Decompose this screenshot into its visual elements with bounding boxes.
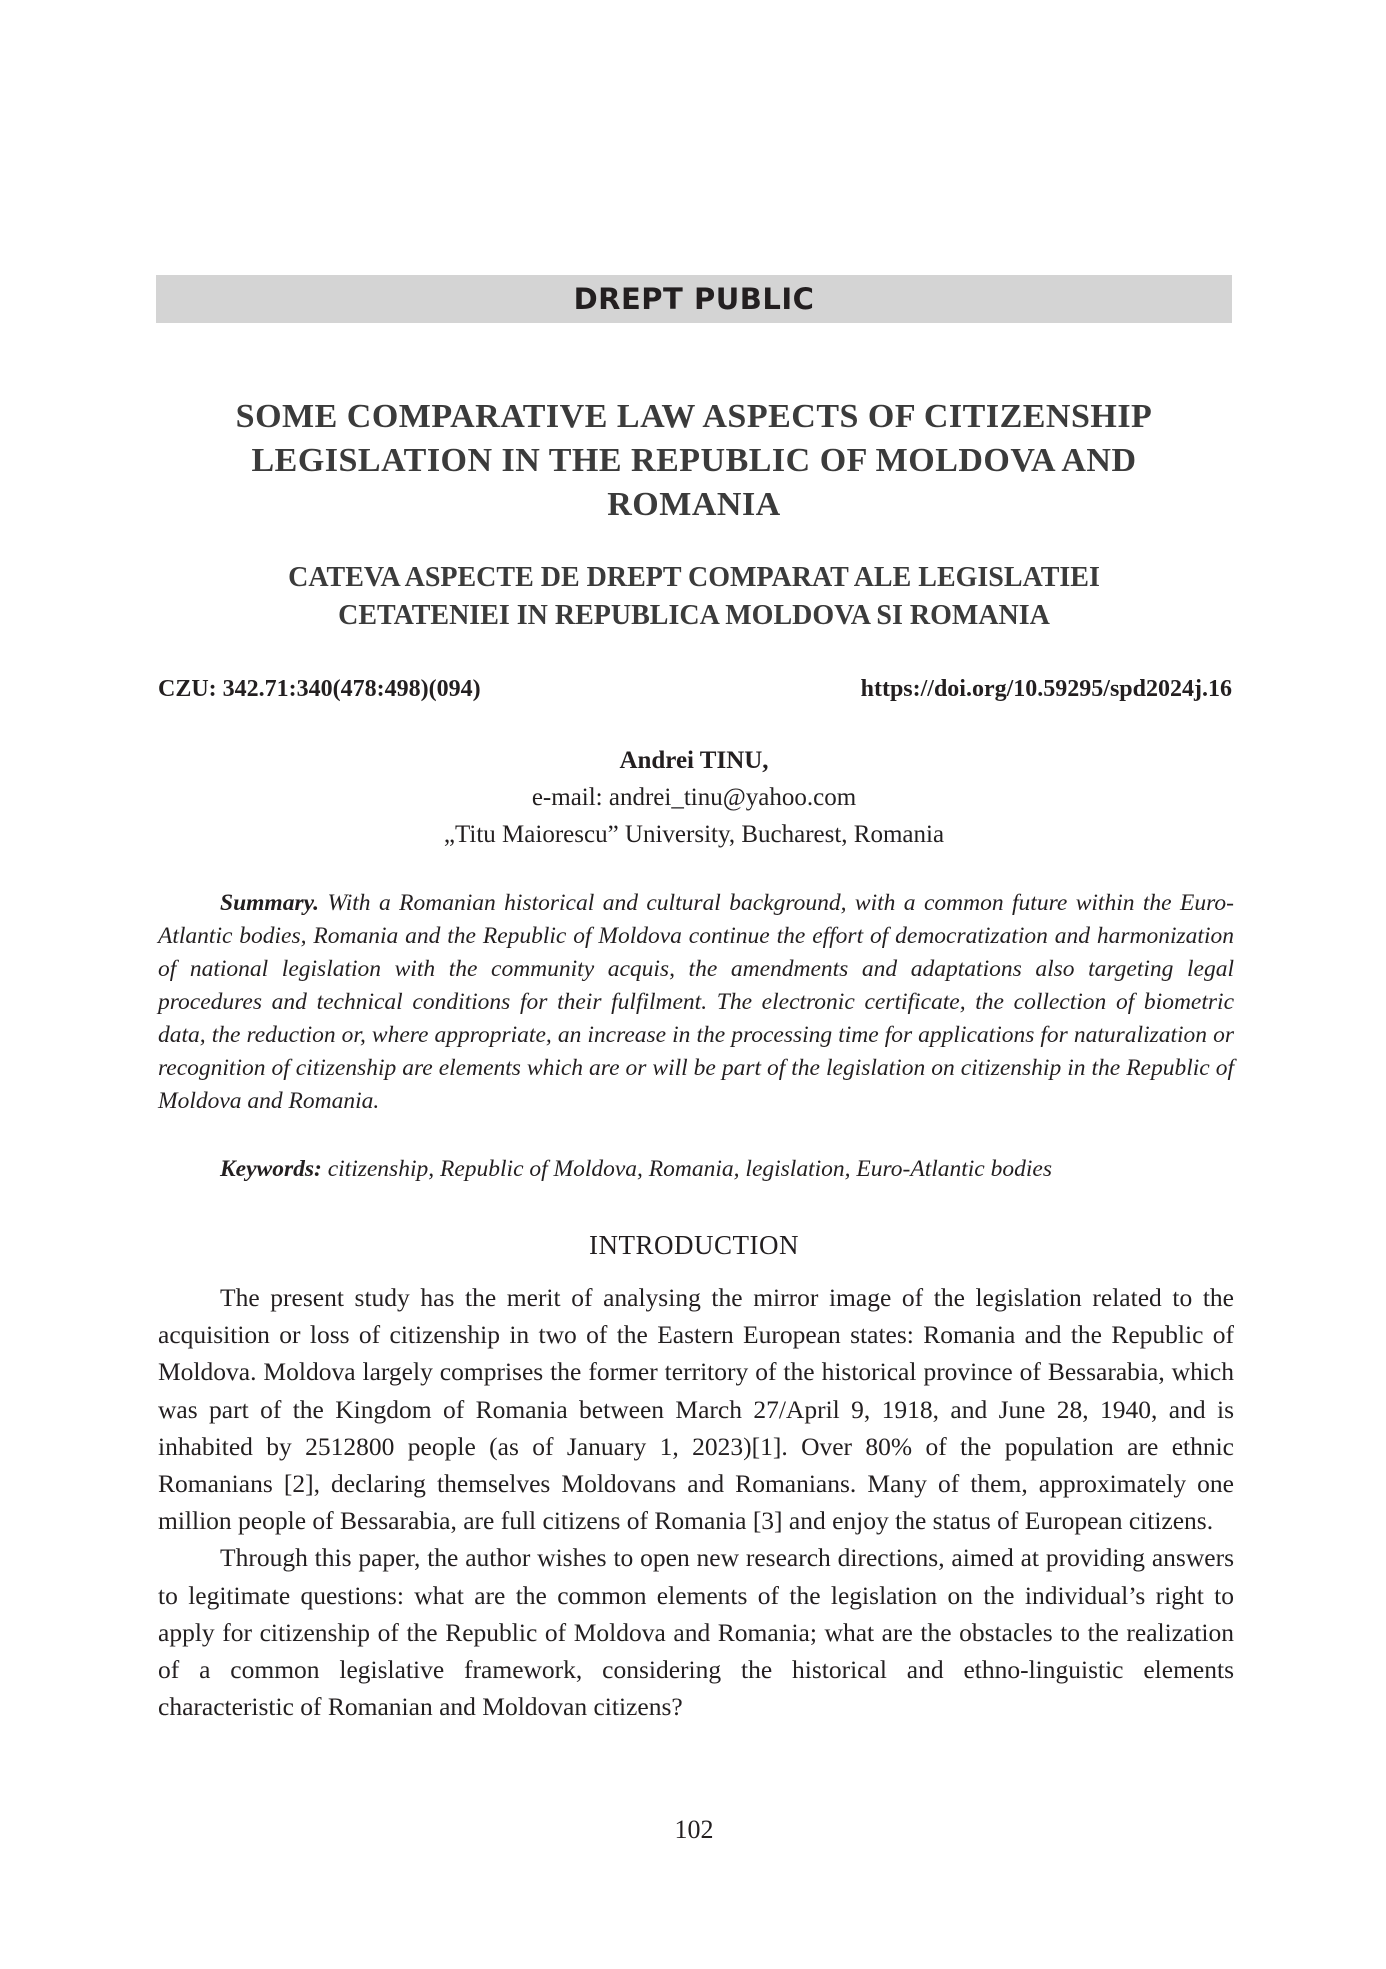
czu-code: CZU: 342.71:340(478:498)(094)	[158, 676, 481, 702]
keywords	[220, 1153, 1230, 1186]
title-en-line: ROMANIA	[607, 486, 781, 523]
summary-paragraph	[158, 887, 1234, 1118]
section-header-bar	[156, 275, 1232, 323]
summary-label: Summary.	[220, 890, 320, 916]
classification-row	[158, 669, 1232, 709]
section-title: DREPT PUBLIC	[573, 282, 815, 316]
body-text	[158, 1279, 1234, 1725]
doi-link[interactable]: https://doi.org/10.59295/spd2024j.16	[860, 676, 1232, 702]
title-ro-line: CETATENIEI IN REPUBLICA MOLDOVA SI ROMANIA	[338, 600, 1050, 631]
summary-text: With a Romanian historical and cultural background, with a common future within the Euro-Atlantic bodies, Romania and the Republic of Moldova continue the effort of democratization and harmonization of national legislation with the community acquis, the amendments and adaptations also targeting legal procedures and technical conditions for their fulfilment. The electronic certificate, the collection of biometric data, the reduction or, where appropriate, an increase in the processing time for applications for naturalization or recognition of citizenship are elements which are or will be part of the legislation on citizenship in the Republic of Moldova and Romania.	[158, 890, 1234, 1114]
page-number: 102	[674, 1815, 714, 1844]
author-affiliation: „Titu Maiorescu” University, Bucharest, Romania	[443, 821, 945, 848]
article-title-english	[156, 395, 1232, 527]
keywords-text: citizenship, Republic of Moldova, Romania, legislation, Euro-Atlantic bodies	[321, 1156, 1052, 1182]
author-email: e-mail: andrei_tinu@yahoo.com	[531, 784, 857, 811]
introduction-heading: INTRODUCTION	[589, 1230, 799, 1260]
title-ro-line: CATEVA ASPECTE DE DREPT COMPARAT ALE LEGISLATIEI	[288, 562, 1100, 593]
author-block	[156, 742, 1232, 853]
keywords-label: Keywords:	[220, 1156, 322, 1182]
title-en-line: SOME COMPARATIVE LAW ASPECTS OF CITIZENSHIP	[235, 398, 1153, 435]
body-paragraph: The present study has the merit of analysing the mirror image of the legislation related to the acquisition or loss of citizenship in two of the Eastern European states: Romania and the Republic of Moldova. Moldova largely comprises the former territory of the historical province of Bessarabia, which was part of the Kingdom of Romania between March 27/April 9, 1918, and June 28, 1940, and is inhabited by 2512800 people (as of January 1, 2023)[1]. Over 80% of the population are ethnic Romanians [2], declaring themselves Moldovans and Romanians. Many of them, approximately one million people of Bessarabia, are full citizens of Romania [3] and enjoy the status of European citizens.	[158, 1283, 1234, 1536]
author-name: Andrei TINU,	[619, 747, 769, 774]
abstract	[158, 887, 1234, 1118]
body-paragraph: Through this paper, the author wishes to open new research directions, aimed at providing answers to legitimate questions: what are the common elements of the legislation on the individual’s right to apply for citizenship of the Republic of Moldova and Romania; what are the obstacles to the realization of a common legislative framework, considering the historical and ethno-linguistic elements characteristic of Romanian and Moldovan citizens?	[158, 1543, 1234, 1722]
title-en-line: LEGISLATION IN THE REPUBLIC OF MOLDOVA AND	[251, 442, 1137, 479]
article-title-romanian	[156, 559, 1232, 635]
